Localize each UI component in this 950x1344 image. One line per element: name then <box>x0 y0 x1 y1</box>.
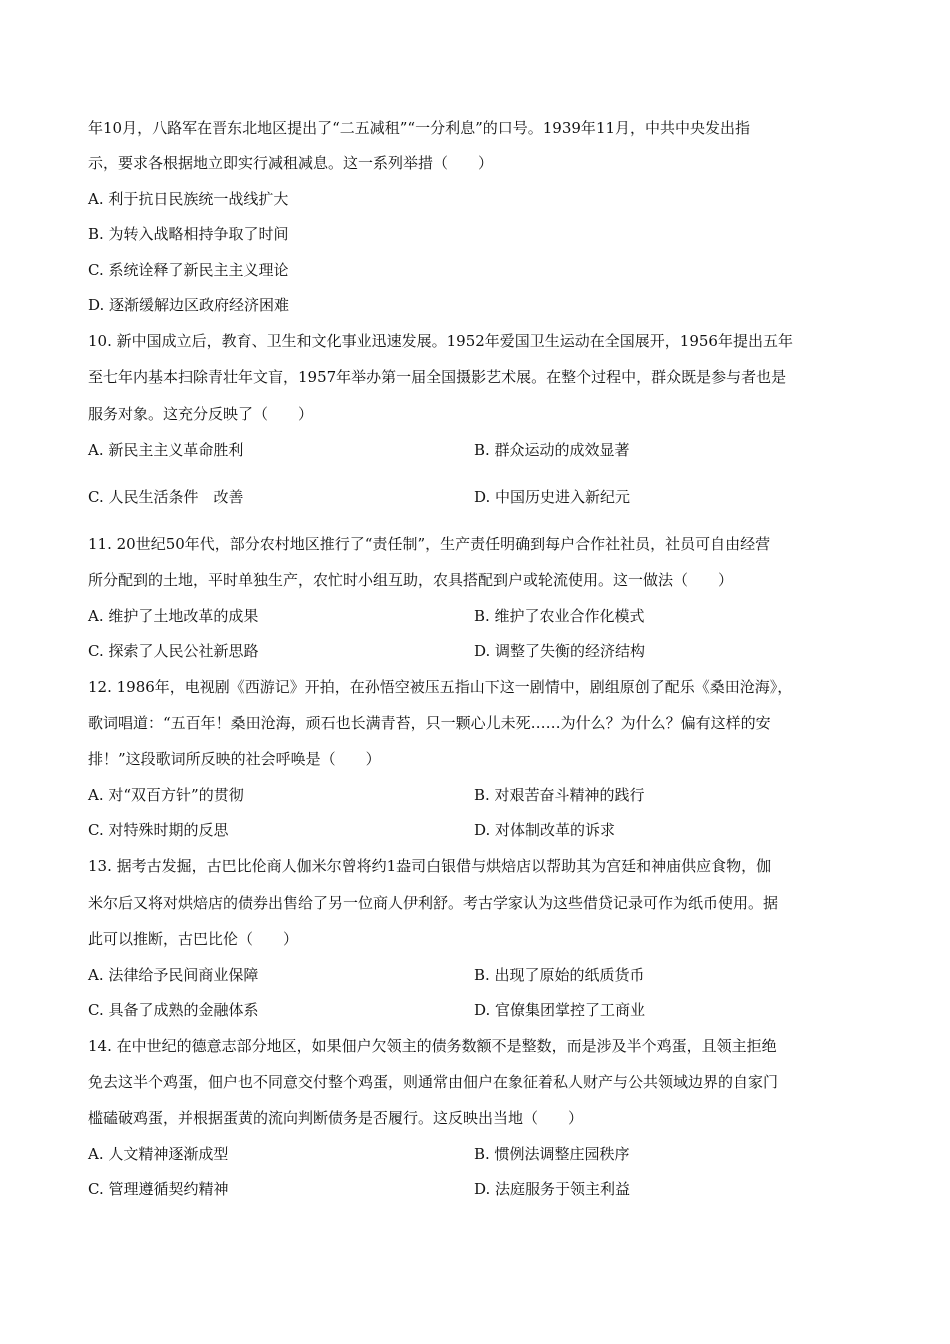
q10-option-a: A. 新民主主义革命胜利 <box>88 441 244 459</box>
q14-option-d: D. 法庭服务于领主利益 <box>474 1180 631 1198</box>
q13-option-b: B. 出现了原始的纸质货币 <box>474 966 645 984</box>
q14-stem-line-3: 槛磕破鸡蛋，并根据蛋黄的流向判断债务是否履行。这反映出当地（ ） <box>88 1109 584 1127</box>
q9-option-a: A. 利于抗日民族统一战线扩大 <box>88 190 289 208</box>
q9-stem-line-2: 示，要求各根据地立即实行减租减息。这一系列举措（ ） <box>88 154 494 172</box>
q11-option-c: C. 探索了人民公社新思路 <box>88 642 259 660</box>
q13-stem-line-2: 米尔后又将对烘焙店的债券出售给了另一位商人伊利舒。考古学家认为这些借贷记录可作为纸币使用。据 <box>88 894 779 912</box>
q10-option-c: C. 人民生活条件 改善 <box>88 488 244 506</box>
q14-option-c: C. 管理遵循契约精神 <box>88 1180 229 1198</box>
q13-option-d: D. 官僚集团掌控了工商业 <box>474 1001 646 1019</box>
q11-stem-line-1: 11. 20世纪50年代，部分农村地区推行了“责任制”，生产责任明确到每户合作社社员，社员可自由经营 <box>88 535 771 553</box>
q13-option-a: A. 法律给予民间商业保障 <box>88 966 259 984</box>
q11-option-d: D. 调整了失衡的经济结构 <box>474 642 646 660</box>
q12-stem-line-1: 12. 1986年，电视剧《西游记》开拍，在孙悟空被压五指山下这一剧情中，剧组原创了配乐《桑田沧海》， <box>88 678 793 696</box>
q12-option-a: A. 对“双百方针”的贯彻 <box>88 786 244 804</box>
q10-option-d: D. 中国历史进入新纪元 <box>474 488 631 506</box>
q9-option-d: D. 逐渐缓解边区政府经济困难 <box>88 296 290 314</box>
q11-option-b: B. 维护了农业合作化模式 <box>474 607 645 625</box>
q9-option-b: B. 为转入战略相持争取了时间 <box>88 225 289 243</box>
q14-option-b: B. 惯例法调整庄园秩序 <box>474 1145 630 1163</box>
q11-stem-line-2: 所分配到的土地，平时单独生产，农忙时小组互助，农具搭配到户或轮流使用。这一做法（ ） <box>88 571 734 589</box>
q14-stem-line-1: 14. 在中世纪的德意志部分地区，如果佃户欠领主的债务数额不是整数，而是涉及半个鸡蛋，且领主拒绝 <box>88 1037 777 1055</box>
q12-option-b: B. 对艰苦奋斗精神的践行 <box>474 786 645 804</box>
q12-stem-line-3: 排！”这段歌词所反映的社会呼唤是（ ） <box>88 750 381 768</box>
q14-stem-line-2: 免去这半个鸡蛋，佃户也不同意交付整个鸡蛋，则通常由佃户在象征着私人财产与公共领域边界的自家门 <box>88 1073 779 1091</box>
q11-option-a: A. 维护了土地改革的成果 <box>88 607 259 625</box>
q12-stem-line-2: 歌词唱道：“五百年！桑田沧海，顽石也长满青苔，只一颗心儿未死……为什么？为什么？偏有这样的安 <box>88 714 771 732</box>
q9-option-c: C. 系统诠释了新民主主义理论 <box>88 261 289 279</box>
q12-option-d: D. 对体制改革的诉求 <box>474 821 616 839</box>
q14-option-a: A. 人文精神逐渐成型 <box>88 1145 229 1163</box>
q13-option-c: C. 具备了成熟的金融体系 <box>88 1001 259 1019</box>
q12-option-c: C. 对特殊时期的反思 <box>88 821 229 839</box>
q10-stem-line-2: 至七年内基本扫除青壮年文盲，1957年举办第一届全国摄影艺术展。在整个过程中，群众既是参与者也是 <box>88 368 787 386</box>
q9-stem-line-1: 年10月，八路军在晋东北地区提出了“二五减租”“一分利息”的口号。1939年11月，中共中央发出指 <box>88 119 751 137</box>
q10-option-b: B. 群众运动的成效显著 <box>474 441 630 459</box>
q13-stem-line-3: 此可以推断，古巴比伦（ ） <box>88 930 299 948</box>
q13-stem-line-1: 13. 据考古发掘，古巴比伦商人伽米尔曾将约1盎司白银借与烘焙店以帮助其为宫廷和神庙供应食物，伽 <box>88 857 772 875</box>
q10-stem-line-3: 服务对象。这充分反映了（ ） <box>88 405 314 423</box>
q10-stem-line-1: 10. 新中国成立后，教育、卫生和文化事业迅速发展。1952年爱国卫生运动在全国展开，1956年提出五年 <box>88 332 793 350</box>
